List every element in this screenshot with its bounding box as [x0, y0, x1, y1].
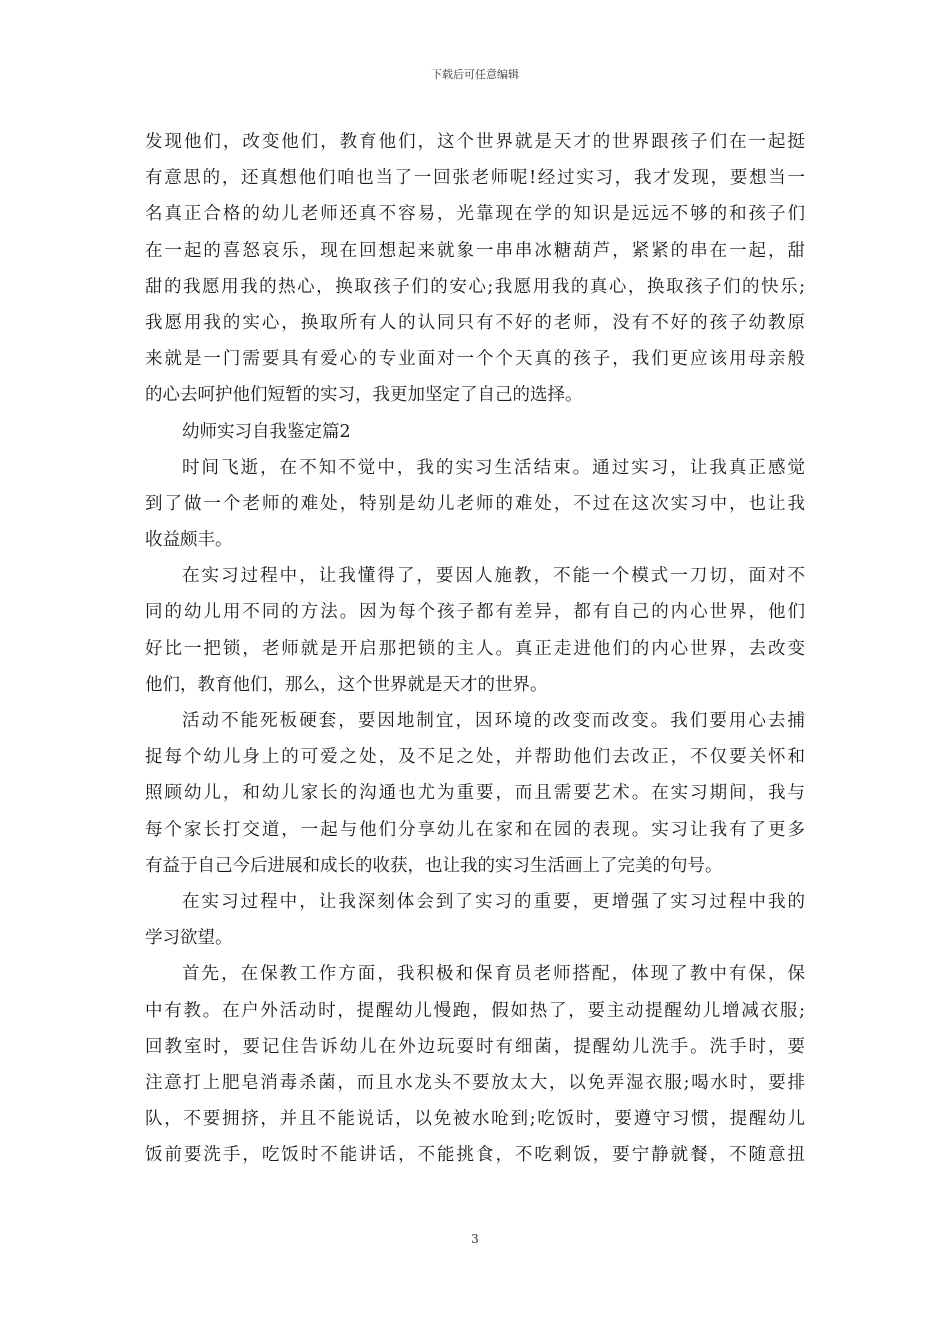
body-line: 有意思的，还真想他们咱也当了一回张老师呢!经过实习，我才发现，要想当一	[145, 168, 805, 189]
page-number: 3	[471, 1232, 479, 1246]
body-line: 回教室时，要记住告诉幼儿在外边玩耍时有细菌，提醒幼儿洗手。洗手时，要	[145, 1036, 805, 1057]
body-line: 到了做一个老师的难处，特别是幼儿老师的难处，不过在这次实习中，也让我	[145, 493, 805, 514]
document-body	[145, 124, 805, 1173]
body-line: 名真正合格的幼儿老师还真不容易，光靠现在学的知识是远远不够的和孩子们	[145, 204, 805, 225]
body-line: 好比一把锁，老师就是开启那把锁的主人。真正走进他们的内心世界，去改变	[145, 638, 805, 659]
body-line: 甜的我愿用我的热心，换取孩子们的安心;我愿用我的真心，换取孩子们的快乐;	[145, 276, 805, 297]
body-line: 饭前要洗手，吃饭时不能讲话，不能挑食，不吃剩饭，要宁静就餐，不随意扭	[145, 1145, 805, 1166]
body-line: 来就是一门需要具有爱心的专业面对一个个天真的孩子，我们更应该用母亲般	[145, 349, 805, 370]
body-line: 每个家长打交道，一起与他们分享幼儿在家和在园的表现。实习让我有了更多	[145, 819, 805, 840]
body-line: 发现他们，改变他们，教育他们，这个世界就是天才的世界跟孩子们在一起挺	[145, 132, 805, 152]
body-line: 在实习过程中，让我懂得了，要因人施教，不能一个模式一刀切，面对不	[182, 566, 805, 587]
body-line: 收益颇丰。	[145, 530, 233, 551]
body-line: 在一起的喜怒哀乐，现在回想起来就象一串串冰糖葫芦，紧紧的串在一起，甜	[145, 240, 805, 261]
page-header-note: 下载后可任意编辑	[431, 68, 519, 81]
body-line: 队，不要拥挤，并且不能说话，以免被水呛到;吃饭时，要遵守习惯，提醒幼儿	[145, 1109, 805, 1130]
body-line: 他们，教育他们，那么，这个世界就是天才的世界。	[145, 674, 548, 695]
body-line: 照顾幼儿，和幼儿家长的沟通也尤为重要，而且需要艺术。在实习期间，我与	[145, 783, 805, 804]
body-line: 注意打上肥皂消毒杀菌，而且水龙头不要放太大，以免弄湿衣服;喝水时，要排	[145, 1072, 805, 1093]
section-heading: 幼师实习自我鉴定篇2	[182, 421, 351, 442]
body-line: 捉每个幼儿身上的可爱之处，及不足之处，并帮助他们去改正，不仅要关怀和	[145, 747, 805, 768]
body-line: 我愿用我的实心，换取所有人的认同只有不好的老师，没有不好的孩子幼教原	[145, 312, 805, 333]
body-line: 在实习过程中，让我深刻体会到了实习的重要，更增强了实习过程中我的	[182, 891, 805, 912]
body-line: 活动不能死板硬套，要因地制宜，因环境的改变而改变。我们要用心去捕	[182, 711, 805, 731]
body-line: 的心去呵护他们短暂的实习，我更加坚定了自己的选择。	[145, 385, 583, 406]
body-line: 时间飞逝，在不知不觉中，我的实习生活结束。通过实习，让我真正感觉	[182, 457, 805, 478]
body-line: 有益于自己今后进展和成长的收获，也让我的实习生活画上了完美的句号。	[145, 855, 723, 876]
body-line: 中有教。在户外活动时，提醒幼儿慢跑，假如热了，要主动提醒幼儿增减衣服;	[145, 1000, 805, 1021]
body-line: 学习欲望。	[145, 928, 233, 949]
body-line: 首先，在保教工作方面，我积极和保育员老师搭配，体现了教中有保，保	[182, 964, 805, 985]
body-line: 同的幼儿用不同的方法。因为每个孩子都有差异，都有自己的内心世界，他们	[145, 602, 805, 623]
